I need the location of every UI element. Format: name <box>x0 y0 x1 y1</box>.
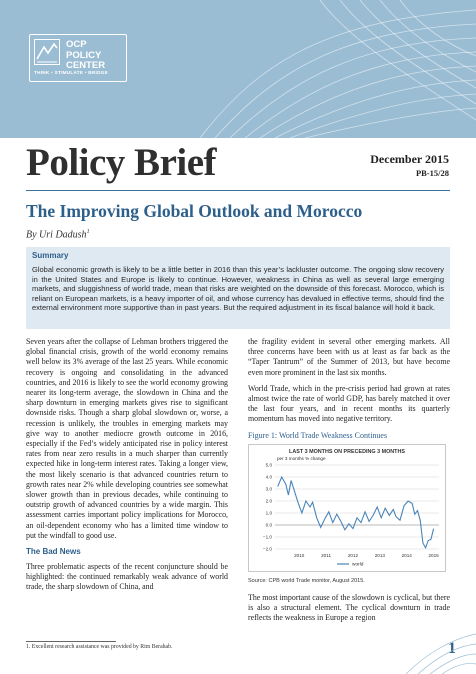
y-tick-label: 0.0 <box>265 522 272 528</box>
summary-heading: Summary <box>32 251 69 260</box>
footnote: 1. Excellent research assistance was provided by Rim Berahab. <box>26 644 173 650</box>
summary-text: Global economic growth is likely to be a little better in 2016 than this year’s lackluster outcome. The ongoing slow recovery in the United States and Europe is likely to continue. However, weakness in China as well as several large emerging markets, and sluggishness of world trade, mean that risks are weighted on the downside of this forecast. Morocco, which is reliant on European markets, is a heavy importer of oil, and whose currency has devalued in effective terms, should find the external environment more supportive than in past years. But the required adjustment in its fiscal balance will hold it back. <box>32 265 444 313</box>
masthead-rule <box>26 190 450 191</box>
y-tick-label: 3.0 <box>265 486 272 492</box>
logo-name <box>66 40 105 72</box>
y-tick-label: 2.0 <box>265 498 272 504</box>
corner-decoration <box>396 614 476 674</box>
figure-caption: Figure 1: World Trade Weakness Continues <box>248 430 388 440</box>
y-tick-label: 4.0 <box>265 474 272 480</box>
logo-mark-icon <box>34 39 60 65</box>
figure-source: Source: CPB world Trade monitor, August 2015. <box>248 577 365 584</box>
author-name: By Uri Dadush <box>26 229 87 241</box>
chart-title: LAST 3 MONTHS ON PRECEDING 3 MONTHS <box>289 448 405 455</box>
body-paragraph: The most important cause of the slowdown is cyclical, but there is also a structural element. The cyclical downturn in trade reflects the weakness in Europe a region <box>248 592 450 623</box>
section-heading: The Bad News <box>26 547 81 557</box>
y-tick-label: 5.0 <box>265 462 272 468</box>
y-tick-label: 1.0 <box>265 510 272 516</box>
logo-tagline: THINK • STIMULATE • BRIDGE <box>34 70 108 75</box>
author-byline <box>26 226 90 241</box>
ocp-policy-center-logo <box>29 34 127 82</box>
logo-name-line: OCP <box>66 39 87 50</box>
legend-label: world <box>352 562 364 568</box>
body-paragraph: Seven years after the collapse of Lehman brothers triggered the global financial crisis, growth of the world economy remains well below its 3% average of the last 25 years. While economic recovery is ongoing and consolidating in the advanced countries, and 2016 is likely to see the world economy growing nearer its long-term average, the slowdown in China and the sharp downturn in emerging markets gives rise to significant downside risks. Though a sharp global slowdown or, worse, a recession is unlikely, the troubles in emerging markets may give way to another mediocre growth outcome in 2016, especially if the Fed’s widely anticipated rise in policy interest rates from near zero results in a much sharper than currently expected hike in long-term interest rates. Taking a longer view, the most likely scenario is that advanced countries return to growth rates near 2% while developing countries see somewhat slower growth than in previous decades, while continuing to outstrip growth of advanced countries by a wide margin. This assessment carries important policy implications for Morocco, an oil-dependent economy who has a limited time window to put the windfall to good use. <box>26 337 228 540</box>
article-title: The Improving Global Outlook and Morocco <box>26 201 363 221</box>
logo-name-line: POLICY <box>66 49 102 61</box>
right-column <box>248 337 450 629</box>
x-tick-label: 2011 <box>321 552 332 558</box>
chart-subtitle: per 3 months % change <box>277 455 326 461</box>
logo-name-line: CENTER <box>66 60 106 71</box>
header-band <box>0 0 476 138</box>
body-paragraph: Three problematic aspects of the recent conjuncture should be highlighted: the continued remarkably weak advance of world trade, the sharp slowdown of China, and <box>26 562 228 592</box>
x-tick-label: 2015 <box>428 552 439 558</box>
issue-number: PB-15/28 <box>415 168 449 178</box>
y-tick-label: −1.0 <box>262 534 272 540</box>
body-paragraph: World Trade, which in the pre-crisis period had grown at rates almost twice the rate of world GDP, has barely matched it over the last four years, and in recent months its quarterly momentum has moved into negative territory. <box>248 383 450 424</box>
world-trade-chart <box>248 444 446 572</box>
issue-date: December 2015 <box>370 152 449 166</box>
x-tick-label: 2013 <box>374 552 385 558</box>
x-tick-label: 2010 <box>294 552 305 558</box>
summary-box <box>26 247 450 329</box>
publication-title: Policy Brief <box>26 141 217 184</box>
footnote-rule <box>26 641 116 642</box>
left-column <box>26 337 228 599</box>
body-paragraph: the fragility evident in several other emerging markets. All three concerns have been with us at least as far back as the “Taper Tantrum” of the Summer of 2013, but have become even more prominent in the last six months. <box>248 337 450 377</box>
x-tick-label: 2014 <box>401 552 412 558</box>
footnote-marker: 1 <box>86 229 90 235</box>
x-tick-label: 2012 <box>347 552 359 558</box>
issue-info <box>370 153 449 180</box>
y-tick-label: −2.0 <box>262 546 272 552</box>
page-number: 1 <box>448 640 456 657</box>
